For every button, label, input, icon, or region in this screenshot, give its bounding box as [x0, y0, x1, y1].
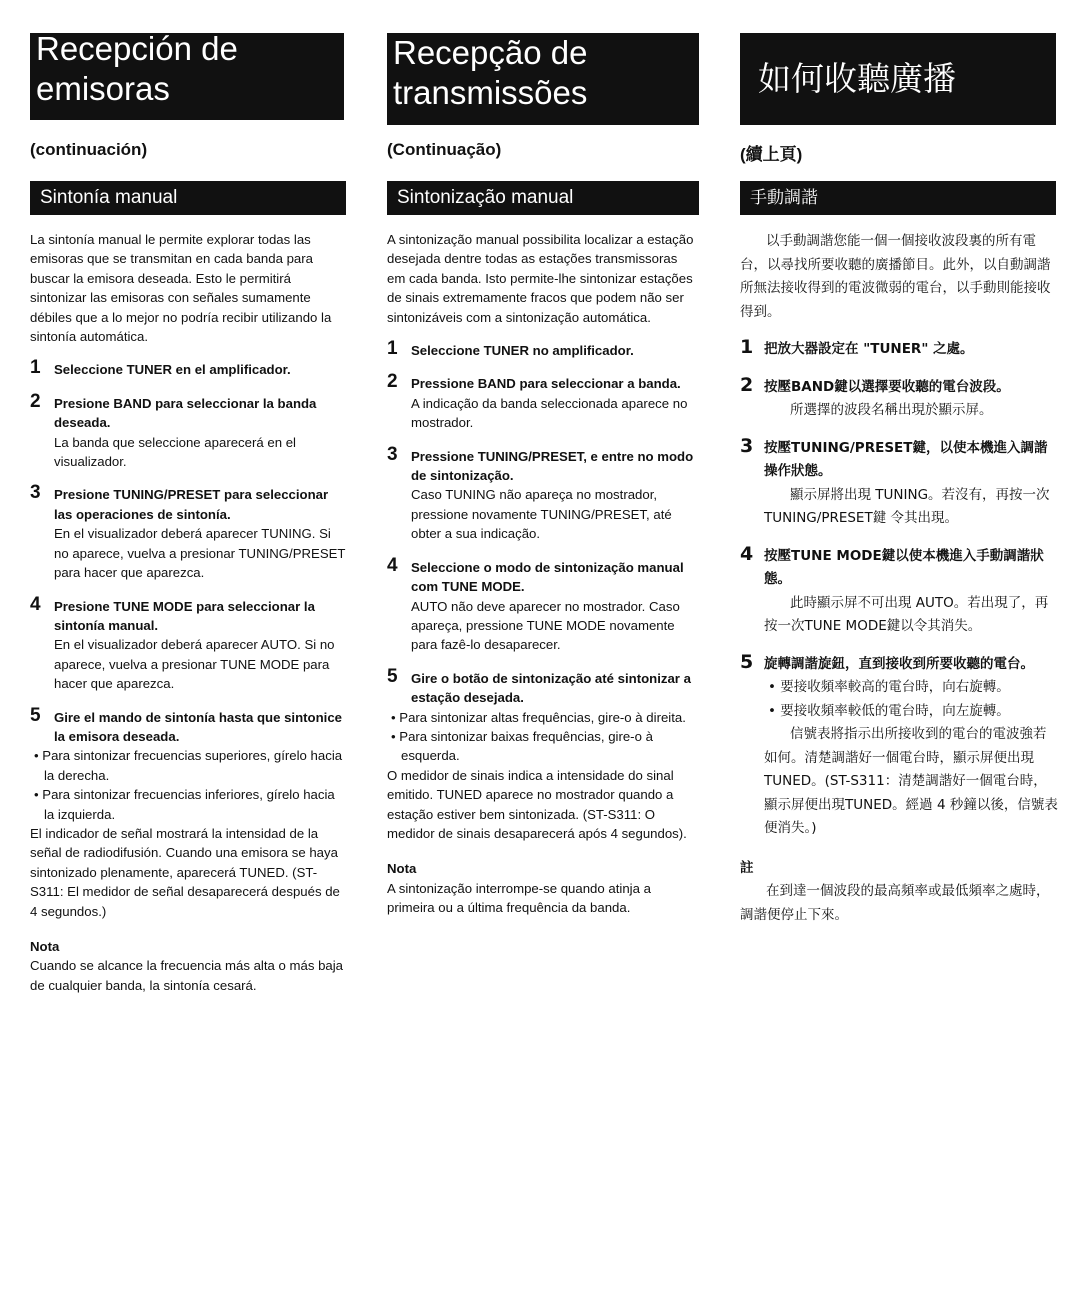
step-heading: 按壓TUNING/PRESET鍵，以使本機進入調諧操作狀態。 [764, 439, 1048, 479]
page-title: 如何收聽廣播 [740, 33, 1056, 125]
after-paragraph: 信號表將指示出所接收到的電台的電波強若如何。清楚調諧好一個電台時，顯示屏便出現 TUNED。(ST-S311：清楚調諧好一個電台時，顯示屏便出現TUNED。經過 4 秒鐘以後，信號表便消失。) [764, 726, 1058, 836]
step-number: 3 [740, 434, 754, 457]
step-number: 1 [387, 338, 398, 360]
step-text: En el visualizador deberá aparecer TUNING. Si no aparece, vuelva a presionar TUNING/PRESET para hacer que aparezca. [54, 526, 346, 581]
step-number: 2 [30, 390, 41, 412]
section-body [30, 230, 346, 995]
step-text: En el visualizador deberá aparecer AUTO. Si no aparece, vuelva a presionar TUNE MODE para hacer que aparezca. [54, 637, 335, 692]
step-heading: Presione TUNING/PRESET para seleccionar las operaciones de sintonía. [54, 487, 329, 522]
step-heading: Seleccione TUNER no amplificador. [411, 343, 634, 359]
bullet-item: • 要接收頻率較高的電台時，向右旋轉。 [768, 679, 1010, 695]
subtitle: (續上頁) [740, 145, 803, 164]
note-text: Cuando se alcance la frecuencia más alta o más baja de cualquier banda, la sintonía cesará. [30, 958, 344, 993]
step-4 [387, 554, 699, 655]
step-text: La banda que seleccione aparecerá en el visualizador. [54, 434, 296, 470]
step-1 [740, 338, 1058, 362]
step-number: 5 [30, 704, 41, 726]
subtitle: (Continuação) [387, 140, 502, 159]
step-heading: Pressione BAND para seleccionar a banda. [411, 376, 681, 392]
intro-paragraph: A sintonização manual possibilita localizar a estação desejada dentre todas as estações transmissoras em cada banda. Isto permite-lhe sintonizar estações de sinais extremamente fracos que podem não ser sintonizáveis com a sintonização automática. [387, 232, 694, 325]
section-body [740, 230, 1058, 927]
step-5 [740, 650, 1058, 841]
step-number: 1 [740, 336, 754, 358]
step-number: 5 [740, 650, 754, 673]
bullet-item: • Para sintonizar frecuencias superiores, gírelo hacia la derecha. [34, 748, 343, 783]
step-number: 2 [740, 373, 754, 396]
step-heading: 按壓BAND鍵以選擇要收聽的電台波段。 [764, 378, 1010, 395]
step-text: AUTO não deve aparecer no mostrador. Caso apareça, pressione TUNE MODE novamente para fazê-lo desaparecer. [411, 598, 680, 653]
step-5 [387, 665, 699, 708]
note-text: 在到達一個波段的最高頻率或最低頻率之處時，調諧便停止下來。 [740, 883, 1050, 923]
step-3 [387, 443, 699, 544]
section-body [387, 230, 699, 918]
step-text: 顯示屏將出現 TUNING。若沒有，再按一次TUNING/PRESET鍵 令其出現。 [764, 486, 1050, 526]
step-heading: Seleccione TUNER en el amplificador. [54, 362, 291, 378]
bullet-item: • Para sintonizar baixas frequências, gire-o à esquerda. [391, 728, 653, 764]
subtitle: (continuación) [30, 140, 148, 159]
step-5 [30, 704, 346, 747]
step-heading: Presione BAND para seleccionar la banda deseada. [54, 395, 317, 431]
note-heading: Nota [387, 861, 417, 877]
page-title: Recepção de transmissões [387, 33, 699, 125]
step-1 [387, 338, 699, 360]
step-heading: Pressione TUNING/PRESET, e entre no modo de sintonização. [411, 448, 694, 484]
step-heading: 把放大器設定在 "TUNER" 之處。 [764, 341, 974, 357]
step-2 [740, 373, 1058, 423]
step-heading: 按壓TUNE MODE鍵以使本機進入手動調諧狀態。 [764, 547, 1044, 587]
step-number: 2 [387, 371, 398, 393]
step-1 [30, 357, 346, 379]
step-3 [30, 482, 346, 582]
step-4 [30, 593, 346, 694]
step-number: 4 [387, 554, 398, 576]
step-heading: Presione TUNE MODE para seleccionar la sintonía manual. [54, 598, 315, 633]
step-heading: 旋轉調諧旋鈕，直到接收到所要收聽的電台。 [764, 655, 1034, 672]
intro-paragraph: 以手動調諧您能一個一個接收波段裏的所有電台，以尋找所要收聽的廣播節目。此外，以自動調諧所無法接收得到的電波微弱的電台，以手動則能接收得到。 [740, 233, 1051, 320]
step-number: 1 [30, 357, 41, 379]
note-heading: 註 [740, 859, 754, 876]
after-paragraph: El indicador de señal mostrará la intensidad de la señal de radiodifusión. Cuando una emisora se haya sintonizado plenamente, aparecerá TUNED. (ST-S311: El medidor de señal desaparecerá después de 4 segundos.) [30, 825, 340, 919]
step-2 [30, 390, 346, 472]
step-number: 3 [387, 443, 398, 465]
step-number: 4 [30, 593, 41, 615]
bullet-item: • Para sintonizar altas frequências, gire-o à direita. [391, 709, 686, 725]
step-text: Caso TUNING não apareça no mostrador, pressione novamente TUNING/PRESET, até obter a sua indicação. [411, 487, 672, 542]
step-text: 所選擇的波段名稱出現於顯示屏。 [790, 402, 993, 418]
note-heading: Nota [30, 939, 60, 954]
step-4 [740, 542, 1058, 639]
step-3 [740, 434, 1058, 531]
section-heading: 手動調諧 [740, 181, 1056, 215]
section-heading: Sintonização manual [387, 181, 699, 215]
step-number: 3 [30, 482, 41, 504]
bullet-item: • 要接收頻率較低的電台時，向左旋轉。 [768, 702, 1010, 719]
step-2 [387, 371, 699, 432]
step-heading: Gire el mando de sintonía hasta que sintonice la emisora deseada. [54, 709, 342, 744]
step-heading: Seleccione o modo de sintonização manual com TUNE MODE. [411, 559, 684, 595]
page-title: Recepción de emisoras [30, 33, 344, 120]
after-paragraph: O medidor de sinais indica a intensidade do sinal emitido. TUNED aparece no mostrador quando a estação estiver bem sintonizada. (ST-S311: O medidor de sinais desaparecerá após 4 segundos). [387, 767, 687, 841]
note-text: A sintonização interrompe-se quando atinja a primeira ou a última frequência da banda. [387, 880, 651, 916]
intro-paragraph: La sintonía manual le permite explorar todas las emisoras que se transmitan en cada banda para buscar la emisora deseada. Esto le permitirá sintonizar las emisoras con señales sumamente débiles que a lo mejor no podría recibir utilizando la sintonía automática. [30, 232, 332, 345]
section-heading: Sintonía manual [30, 181, 346, 215]
step-text: 此時顯示屏不可出現 AUTO。若出現了，再按一次TUNE MODE鍵以令其消失。 [764, 594, 1049, 634]
step-heading: Gire o botão de sintonização até sintonizar a estação desejada. [411, 670, 691, 706]
bullet-item: • Para sintonizar frecuencias inferiores, gírelo hacia la izquierda. [34, 787, 335, 822]
step-number: 5 [387, 665, 398, 687]
step-text: A indicação da banda seleccionada aparece no mostrador. [411, 395, 688, 431]
step-number: 4 [740, 542, 754, 565]
